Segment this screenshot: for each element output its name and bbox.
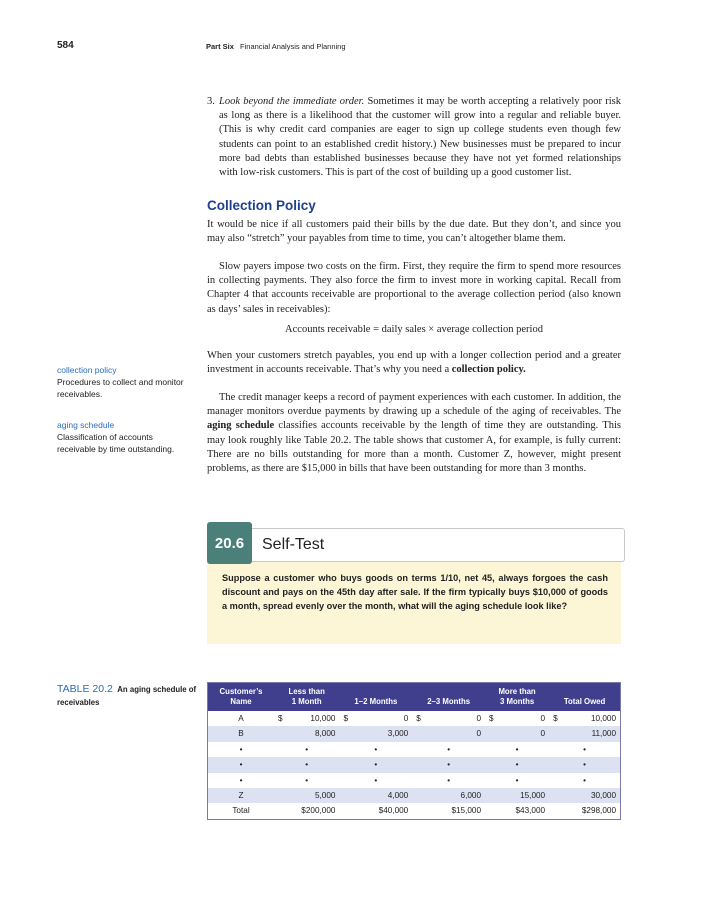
column-header: Customer’s Name bbox=[208, 683, 275, 712]
page-number: 584 bbox=[57, 40, 74, 51]
table-cell: • bbox=[412, 757, 485, 772]
table-cell: 15,000 bbox=[485, 788, 549, 803]
table-cell: $ 0 bbox=[489, 714, 546, 723]
table-cell: • bbox=[305, 744, 309, 754]
list-item-3 bbox=[207, 95, 621, 180]
column-header: 2–3 Months bbox=[412, 683, 485, 712]
table-cell: • bbox=[239, 775, 243, 785]
table-cell: $15,000 bbox=[451, 806, 482, 816]
table-cell: 4,000 bbox=[339, 788, 412, 803]
table-cell: $40,000 bbox=[378, 806, 409, 816]
table-cell: 0 bbox=[412, 726, 485, 741]
table-cell: 30,000 bbox=[549, 788, 620, 803]
list-text: Sometimes it may be worth accepting a relatively poor risk as long as there is a likelihood that the customer will grow into a regular and reliable buyer. (This is why credit card companies are eager to sign up college students even though few students can point to an established credit history.) New businesses must be prepared to incur more bad debts than established businesses because they have not yet formed relationships with low-risk customers. This is part of the cost of building up a good customer list. bbox=[219, 96, 622, 179]
table-cell: • bbox=[374, 775, 378, 785]
table-cell: $200,000 bbox=[301, 806, 336, 816]
paragraph-text: The credit manager keeps a record of payment experiences with each customer. In addition, the manager monitors overdue payments by drawing up a schedule of the aging of receivables. The bbox=[207, 392, 621, 418]
paragraph: It would be nice if all customers paid their bills by the due date. But they don’t, and since you may also “stretch” your payables from time to time, you can’t altogether blame them. bbox=[207, 219, 621, 245]
table-cell: 8,000 bbox=[274, 726, 339, 741]
table-cell: • bbox=[239, 744, 243, 754]
table-cell: $43,000 bbox=[515, 806, 546, 816]
paragraph-text: When your customers stretch payables, you end up with a longer collection period and a greater investment in accounts receivable. That’s why you need a bbox=[207, 350, 621, 376]
table-cell: • bbox=[208, 757, 275, 772]
paragraph: Slow payers impose two costs on the firm. First, they require the firm to spend more resources in collecting payments. They also force the firm to invest more in working capital. Recall from Chapter 4 that accounts receivable are proportional to the average collection period (also known as days’ sales in receivables): bbox=[207, 261, 621, 315]
column-header: Less than 1 Month bbox=[274, 683, 339, 712]
table-cell: • bbox=[549, 757, 620, 772]
table-row bbox=[208, 711, 621, 726]
key-term: collection policy. bbox=[451, 364, 526, 376]
table-row-total bbox=[208, 803, 621, 819]
margin-definition: Procedures to collect and monitor receivables. bbox=[57, 376, 184, 399]
table-cell: • bbox=[339, 757, 412, 772]
margin-definition-collection-policy bbox=[57, 365, 187, 400]
table-cell: $ 10,000 bbox=[553, 714, 616, 723]
table-label: TABLE 20.2 bbox=[57, 683, 113, 695]
table-cell: 6,000 bbox=[412, 788, 485, 803]
section-title: Collection Policy bbox=[207, 198, 316, 213]
table-cell: $ 0 bbox=[343, 714, 409, 723]
table-cell: • bbox=[305, 775, 309, 785]
table-cell: $ 10,000 bbox=[278, 714, 336, 723]
paragraph bbox=[207, 349, 621, 377]
column-header: 1–2 Months bbox=[339, 683, 412, 712]
table-description: An aging schedule of receivables bbox=[57, 685, 197, 707]
aging-schedule-table bbox=[207, 682, 621, 820]
column-header: More than 3 Months bbox=[485, 683, 549, 712]
paragraph bbox=[207, 391, 621, 476]
table-row bbox=[208, 773, 621, 788]
margin-definition-aging-schedule bbox=[57, 420, 187, 455]
paragraph-text: classifies accounts receivable by the length of time they are outstanding. This may look roughly like Table 20.2. The table shows that customer A, for example, is fully current: There are no bills outstanding for more than a month. Customer Z, however, might present problems, as there are $15,000 in bills that have been outstanding for more than 3 months. bbox=[207, 420, 621, 475]
table-cell: • bbox=[374, 744, 378, 754]
list-number: 3. bbox=[207, 96, 215, 107]
table-caption bbox=[57, 682, 197, 708]
table-cell: • bbox=[515, 744, 519, 754]
self-test-question: Suppose a customer who buys goods on terms 1/10, net 45, always forgoes the cash discount and pays on the 45th day after sale. If the firm typically buys $10,000 of goods a month, spread evenly over the month, what will the aging schedule look like? bbox=[222, 573, 608, 611]
table-row bbox=[208, 726, 621, 741]
table-cell: • bbox=[583, 775, 586, 785]
self-test-body bbox=[207, 562, 621, 644]
column-header: Total Owed bbox=[549, 683, 620, 712]
table-cell: • bbox=[515, 775, 519, 785]
table-cell: $ 0 bbox=[416, 714, 482, 723]
margin-definition: Classification of accounts receivable by time outstanding. bbox=[57, 431, 175, 454]
key-term: aging schedule bbox=[207, 420, 275, 432]
table-row bbox=[208, 742, 621, 757]
table-cell: $298,000 bbox=[581, 806, 616, 816]
table-cell: 3,000 bbox=[339, 726, 412, 741]
table-cell: 0 bbox=[485, 726, 549, 741]
table-cell: • bbox=[447, 744, 451, 754]
margin-term: aging schedule bbox=[57, 420, 115, 430]
table-cell: • bbox=[274, 757, 339, 772]
table-cell: • bbox=[447, 775, 451, 785]
list-lead: Look beyond the immediate order. bbox=[219, 96, 365, 107]
table-cell: • bbox=[485, 757, 549, 772]
formula: Accounts receivable = daily sales × average collection period bbox=[285, 324, 543, 335]
table-cell: 5,000 bbox=[274, 788, 339, 803]
table-cell: • bbox=[583, 744, 586, 754]
table-cell: 11,000 bbox=[549, 726, 620, 741]
part-title: Financial Analysis and Planning bbox=[240, 42, 346, 51]
table-header-row bbox=[208, 683, 621, 712]
table-cell: B bbox=[208, 726, 275, 741]
table-row bbox=[208, 788, 621, 803]
table-cell: A bbox=[238, 714, 244, 723]
self-test-number: 20.6 bbox=[207, 522, 252, 564]
part-label: Part Six bbox=[206, 42, 234, 51]
running-head bbox=[206, 42, 346, 51]
self-test-box bbox=[207, 528, 625, 644]
self-test-title: Self-Test bbox=[262, 536, 325, 553]
table-cell: Z bbox=[208, 788, 275, 803]
table-row bbox=[208, 757, 621, 772]
table-cell: Total bbox=[232, 806, 250, 816]
margin-term: collection policy bbox=[57, 365, 117, 375]
